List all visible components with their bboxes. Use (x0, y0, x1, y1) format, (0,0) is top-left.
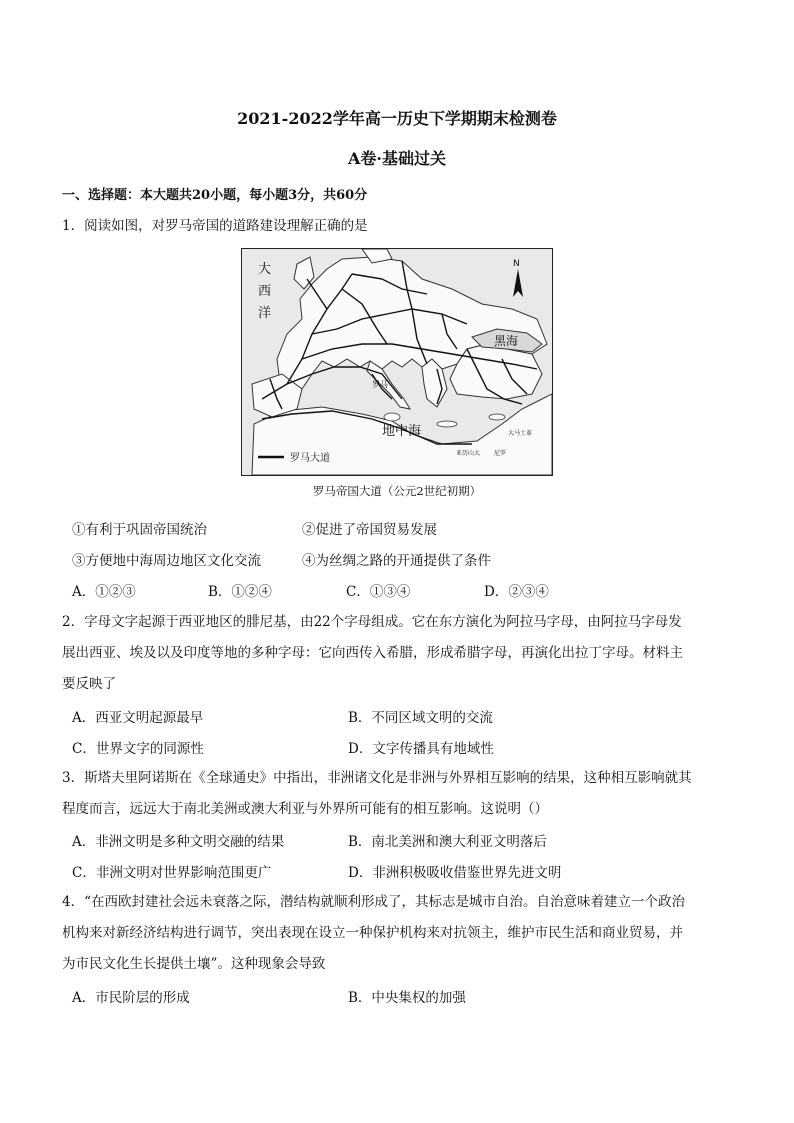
exam-title: 2021-2022学年高一历史下学期期末检测卷 (237, 109, 557, 128)
q2-stem-line-1: 2．字母文字起源于西亚地区的腓尼基，由22个字母组成。它在东方演化为阿拉马字母，由阿拉马字母发 (62, 614, 682, 630)
map-caption: 罗马帝国大道（公元2世纪初期） (312, 484, 482, 498)
q3-option-d[interactable]: D．非洲积极吸收借鉴世界先进文明 (348, 865, 562, 881)
label-atlantic-1: 大 (258, 262, 272, 277)
q1-option-c[interactable]: C．①③④ (346, 584, 411, 600)
q3-option-c[interactable]: C．非洲文明对世界影响范围更广 (72, 865, 272, 881)
label-mediterranean: 地中海 (382, 424, 422, 439)
label-black-sea: 黑海 (494, 334, 519, 348)
q3-option-b[interactable]: B．南北美洲和澳大利亚文明落后 (348, 834, 547, 850)
q1-item-4: ④为丝绸之路的开通提供了条件 (302, 553, 491, 569)
q2-stem-line-2: 展出西亚、埃及以及印度等地的多种字母：它向西传入希腊，形成希腊字母，再演化出拉丁字母。材料主 (62, 645, 683, 661)
exam-subtitle: A卷·基础过关 (348, 149, 446, 168)
q2-option-d[interactable]: D．文字传播具有地域性 (348, 741, 494, 757)
section-heading: 一、选择题：本大题共20小题，每小题3分，共60分 (62, 188, 368, 203)
q2-stem-line-3: 要反映了 (62, 676, 116, 692)
q3-stem-line-1: 3．斯塔夫里阿诺斯在《全球通史》中指出，非洲诸文化是非洲与外界相互影响的结果，这种相互影响就其 (62, 770, 692, 786)
q1-stem: 1．阅读如图，对罗马帝国的道路建设理解正确的是 (62, 218, 368, 234)
map-graphic (242, 249, 552, 475)
q4-stem-line-1: 4．“在西欧封建社会远未衰落之际，潜结构就顺利形成了，其标志是城市自治。自治意味着建立一个政治 (62, 894, 685, 910)
q1-item-3: ③方便地中海周边地区文化交流 (72, 553, 261, 569)
q1-item-2: ②促进了帝国贸易发展 (302, 522, 437, 538)
q4-option-a[interactable]: A．市民阶层的形成 (72, 990, 190, 1006)
label-nile: 尼罗 (494, 450, 507, 457)
label-atlantic-3: 洋 (258, 306, 272, 321)
q2-option-b[interactable]: B．不同区域文明的交流 (348, 710, 493, 726)
cyprus-island (489, 414, 505, 420)
label-rome: 罗马 (372, 380, 388, 389)
sicily-island (384, 413, 400, 421)
q2-option-a[interactable]: A．西亚文明起源最早 (72, 710, 204, 726)
q1-option-d[interactable]: D．②③④ (484, 584, 549, 600)
q4-stem-line-2: 机构来对新经济结构进行调节，突出表现在设立一种保护机构来对抗领主，维护市民生活和商业贸易，并 (62, 925, 683, 941)
legend-road-label: 罗马大道 (290, 453, 330, 464)
q1-option-a[interactable]: A．①②③ (72, 584, 136, 600)
q1-item-1: ①有利于巩固帝国统治 (72, 522, 207, 538)
q2-option-c[interactable]: C．世界文字的同源性 (72, 741, 204, 757)
q4-option-b[interactable]: B．中央集权的加强 (348, 990, 466, 1006)
roman-roads-map (241, 248, 553, 476)
label-alexandria: 亚历山大 (456, 450, 481, 457)
north-label: N (513, 259, 520, 269)
label-atlantic-2: 西 (258, 284, 272, 299)
q3-option-a[interactable]: A．非洲文明是多种文明交融的结果 (72, 834, 285, 850)
q1-option-b[interactable]: B．①②④ (208, 584, 272, 600)
label-damascus: 大马士革 (508, 430, 533, 437)
q4-stem-line-3: 为市民文化生长提供土壤”。这种现象会导致 (62, 956, 326, 972)
q3-stem-line-2: 程度而言，远远大于南北美洲或澳大利亚与外界所可能有的相互影响。这说明（） (62, 801, 548, 817)
crete-island (437, 421, 457, 427)
